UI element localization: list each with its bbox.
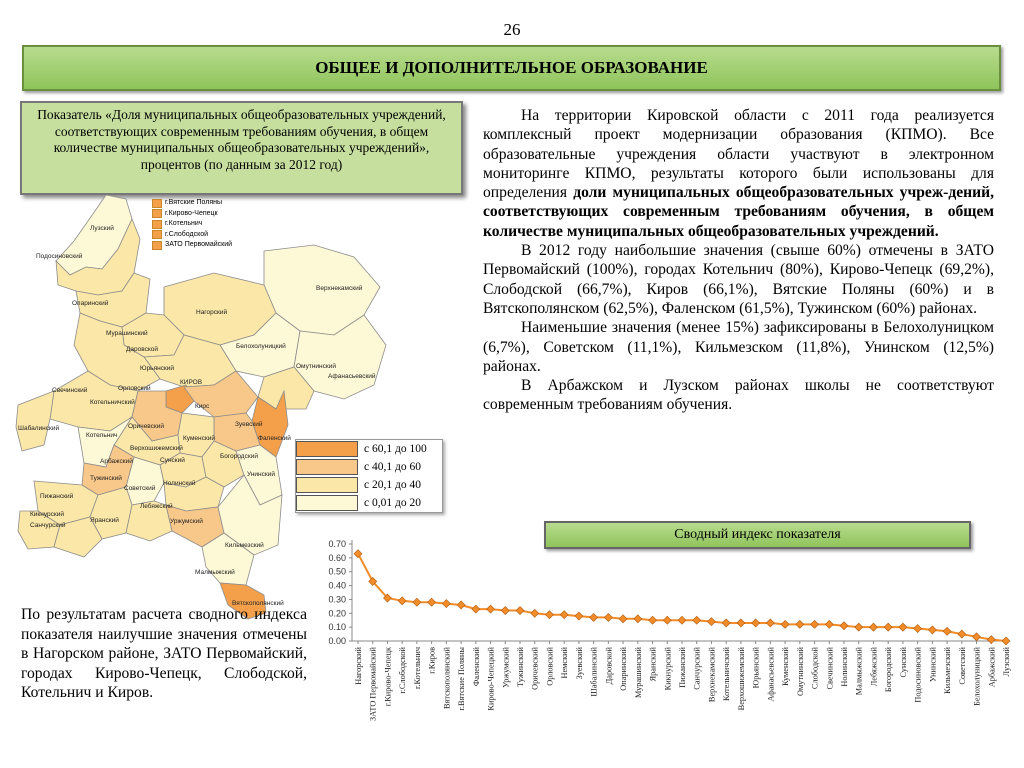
data-point	[501, 607, 509, 615]
data-point	[428, 598, 436, 606]
data-point	[752, 619, 760, 627]
range-label: с 40,1 до 60	[364, 461, 421, 473]
map-legend-row	[152, 240, 232, 251]
data-point	[796, 620, 804, 628]
data-point	[472, 605, 480, 613]
x-tick-label: Уржумский	[501, 647, 511, 688]
x-tick-label: Нолинский	[840, 647, 849, 687]
data-point	[604, 613, 612, 621]
map-district-label: Богородский	[220, 453, 258, 460]
x-tick-label: Орловский	[545, 647, 555, 686]
map-district-label: Даровской	[126, 346, 159, 353]
map-district-label: Зуевский	[235, 421, 263, 428]
data-point	[575, 612, 583, 620]
data-point	[987, 636, 995, 644]
map-district-label: Подосиновский	[36, 253, 83, 260]
map-district-label: Орловский	[118, 385, 151, 392]
legend-swatch	[152, 209, 162, 218]
legend-swatch	[152, 220, 162, 229]
map-district-label: Афанасьевский	[328, 373, 376, 380]
chart-y-ticks	[328, 539, 352, 646]
data-point	[914, 625, 922, 633]
y-tick-label: 0.00	[328, 636, 346, 646]
data-point	[649, 616, 657, 624]
map-legend-label: ЗАТО Первомайский	[165, 241, 233, 248]
chart-series-line	[358, 554, 1006, 641]
data-point	[619, 615, 627, 623]
x-tick-label: Свечинский	[825, 647, 835, 690]
x-tick-label: г.Кирово-Чепецк	[383, 647, 393, 707]
map-district-label: Санчурский	[30, 522, 66, 529]
map-district-label: Лебяжский	[140, 503, 173, 510]
data-point	[545, 611, 553, 619]
x-tick-label: ЗАТО Первомайский	[368, 647, 378, 722]
chart-title: Сводный индекс показателя	[674, 527, 841, 542]
chart-x-labels	[354, 641, 1011, 721]
x-tick-label: Яранский	[648, 647, 658, 682]
map-legend-label: г.Кирово-Чепецк	[165, 209, 218, 217]
map-district-label: Верхнекамский	[316, 285, 363, 292]
map-district-label: Мурашинский	[106, 330, 148, 337]
range-legend-row	[296, 440, 442, 458]
range-swatch	[296, 441, 358, 457]
x-tick-label: Унинский	[928, 647, 938, 683]
map-district-label: КИРОВ	[180, 379, 203, 386]
x-tick-label: г.Киров	[427, 647, 437, 674]
data-point	[516, 607, 524, 615]
x-tick-label: Мурашинский	[633, 647, 643, 699]
map-legend-label: г.Котельнич	[165, 220, 203, 227]
paragraph-4: В Арбажском и Лузском районах школы не соответствуют современным требованиям обучения.	[483, 377, 994, 414]
range-swatch	[296, 477, 358, 493]
y-tick-label: 0.20	[328, 608, 346, 619]
y-tick-label: 0.70	[328, 539, 346, 549]
x-tick-label: Оричевский	[530, 647, 540, 690]
data-point	[413, 598, 421, 606]
data-point	[707, 618, 715, 626]
data-point	[973, 633, 981, 641]
map-district-label: Малмыжский	[195, 569, 235, 576]
x-tick-label: Кирово-Чепецкий	[486, 647, 496, 711]
map-district-label: Оричевский	[128, 423, 165, 430]
map-district-label: Белохолуницкий	[236, 343, 286, 350]
legend-swatch	[152, 199, 162, 208]
map-district-label: Нолинский	[163, 480, 196, 487]
paragraph-2: В 2012 году наибольшие значения (свыше 60%) отмечены в ЗАТО Первомайский (100%), городах Котельнич (80%), Кирово-Чепецк (69,2%), Слободской (66,7%), Киров (66,1%), Вятские Поляны (60%) и в Вятскополянском (62,5%), Фаленском (61,5%), Тужинском (60%) районах.	[483, 242, 994, 317]
chart-points	[354, 550, 1010, 645]
x-tick-label: Санчурский	[692, 647, 702, 690]
map-legend-row	[152, 198, 232, 209]
indicator-box: Показатель «Доля муниципальных общеобразовательных учреждений, соответствующих современным требованиям обучения, в общем количестве муниципальных общеобразовательных учреждений», процентов (по данным за 2012 год)	[20, 101, 463, 195]
map-district-label: Опаринский	[72, 300, 109, 307]
map-district-label: Котельничский	[90, 399, 135, 406]
x-tick-label: Куменский	[781, 647, 791, 686]
title-bar	[22, 45, 1001, 91]
body-text	[483, 106, 994, 415]
map-district-label: Омутнинский	[296, 363, 336, 370]
y-tick-label: 0.30	[328, 594, 346, 605]
map-range-legend	[295, 439, 443, 513]
data-point	[928, 626, 936, 634]
x-tick-label: Верхошижемский	[736, 647, 746, 711]
y-tick-label: 0.50	[328, 566, 346, 577]
data-point	[899, 623, 907, 631]
chart-axes	[352, 540, 1010, 641]
x-tick-label: Белохолуницкий	[972, 647, 982, 706]
x-tick-label: Зуевский	[574, 647, 584, 680]
data-point	[884, 623, 892, 631]
map-district-label: Лузский	[90, 225, 114, 232]
map-district-label: Верхошижемский	[130, 445, 183, 452]
map-district-label: Нагорский	[196, 309, 228, 316]
data-point	[457, 601, 465, 609]
map-district-label: Юрьянский	[140, 365, 175, 372]
map-legend-label: г.Слободской	[165, 230, 209, 238]
range-legend-row	[296, 458, 442, 476]
data-point	[737, 619, 745, 627]
map-district-label: Свечинский	[52, 387, 88, 394]
data-point	[811, 620, 819, 628]
map-legend-label: г.Вятские Поляны	[165, 199, 223, 206]
x-tick-label: Кикнурский	[663, 647, 673, 691]
data-point	[560, 611, 568, 619]
data-point	[678, 616, 686, 624]
map-district-label: Шабалинский	[18, 425, 60, 432]
map-city-legend	[152, 198, 232, 251]
data-point	[840, 622, 848, 630]
x-tick-label: Сунский	[898, 647, 908, 678]
map-legend-row	[152, 230, 232, 241]
x-tick-label: г.Котельнич	[412, 647, 422, 689]
x-tick-label: Советский	[957, 647, 967, 685]
x-tick-label: Пижанский	[678, 647, 687, 688]
x-tick-label: Даровской	[604, 647, 614, 685]
data-point	[1002, 637, 1010, 645]
data-point	[663, 616, 671, 624]
x-tick-label: г.Слободской	[398, 647, 408, 694]
x-tick-label: Слободской	[810, 647, 820, 690]
x-tick-label: Верхнекамский	[707, 647, 717, 703]
map-district-label: Кикнурский	[30, 511, 64, 518]
range-legend-row	[296, 476, 442, 494]
paragraph-1	[483, 106, 994, 241]
map-district-label: Тужинский	[90, 475, 122, 482]
x-tick-label: Подосиновский	[913, 647, 923, 703]
data-point	[943, 627, 951, 635]
data-point	[825, 620, 833, 628]
range-swatch	[296, 459, 358, 475]
map-district-label: Вятскополянский	[232, 600, 284, 607]
x-tick-label: Немский	[560, 647, 570, 679]
data-point	[722, 619, 730, 627]
map-legend-row	[152, 219, 232, 230]
map-district-label: Сунский	[160, 457, 185, 464]
map-district-label: Советский	[124, 485, 156, 492]
map-district-label: Арбажский	[100, 458, 133, 465]
data-point	[442, 600, 450, 608]
x-tick-label: Омутнинский	[795, 647, 805, 696]
x-tick-label: Лузский	[1002, 647, 1011, 677]
x-tick-label: Малмыжский	[854, 647, 864, 696]
data-point	[781, 620, 789, 628]
range-label: с 60,1 до 100	[364, 443, 427, 455]
data-point	[958, 630, 966, 638]
map-district-label: Кильмезский	[225, 542, 264, 549]
data-point	[855, 623, 863, 631]
map-district-label: Куменский	[183, 435, 215, 442]
x-tick-label: г.Вятские Поляны	[457, 647, 467, 711]
x-tick-label: Лебяжский	[869, 647, 879, 687]
x-tick-label: Юрьянский	[751, 647, 761, 689]
paragraph-1-text: На территории Кировской области с 2011 года реализуется комплексный проект модернизации образования (КПМО). Все образовательные учреждения области участвуют в электронном мониторинге КПМО, результаты которого были использованы для определения	[483, 107, 994, 202]
data-point	[531, 609, 539, 617]
conclusion-text: По результатам расчета сводного индекса показателя наилучшие значения отмечены в Нагорском районе, ЗАТО Первомайский, городах Кирово-Чепецк, Слободской, Котельнич и Киров.	[21, 606, 307, 702]
x-tick-label: Кильмезский	[943, 647, 953, 694]
data-point	[693, 616, 701, 624]
y-tick-label: 0.40	[328, 580, 346, 591]
map-district-label: Фаленский	[258, 435, 291, 442]
range-swatch	[296, 495, 358, 511]
paragraph-3: Наименьшие значения (менее 15%) зафиксированы в Белохолуницком (6,7%), Советском (11,1%), Кильмезском (11,8%), Унинском (12,5%) районах.	[483, 319, 994, 375]
x-tick-label: Афанасьевский	[766, 647, 776, 702]
x-tick-label: Богородский	[884, 647, 894, 693]
map-district-label: Яранский	[90, 517, 119, 524]
data-point	[398, 597, 406, 605]
x-tick-label: Арбажский	[987, 647, 997, 688]
page-number: 26	[503, 20, 521, 39]
x-tick-label: Опаринский	[619, 647, 629, 691]
data-point	[590, 613, 598, 621]
summary-index-chart	[300, 530, 1020, 768]
x-tick-label: Фаленский	[471, 647, 481, 687]
page-title: ОБЩЕЕ И ДОПОЛНИТЕЛЬНОЕ ОБРАЗОВАНИЕ	[315, 58, 708, 77]
x-tick-label: Тужинский	[516, 647, 525, 687]
data-point	[634, 615, 642, 623]
map-district-label: Уржумский	[170, 518, 203, 525]
x-tick-label: Нагорский	[354, 647, 363, 685]
range-legend-row	[296, 494, 442, 512]
range-label: с 0,01 до 20	[364, 497, 421, 509]
legend-swatch	[152, 241, 162, 250]
y-tick-label: 0.10	[328, 622, 346, 633]
x-tick-label: Вятскополянский	[442, 647, 452, 709]
data-point	[869, 623, 877, 631]
map-district-label: Котельнич	[86, 432, 118, 439]
legend-swatch	[152, 230, 162, 239]
x-tick-label: Котельничский	[722, 647, 732, 702]
data-point	[766, 619, 774, 627]
map-area-shabalinsky	[16, 391, 54, 451]
map-district-label: Пижанский	[40, 493, 74, 500]
y-tick-label: 0.60	[328, 552, 346, 563]
map-district-label: Кирс	[195, 403, 210, 410]
data-point	[354, 550, 362, 558]
paragraph-1-bold: доли муниципальных общеобразовательных учреж-дений, соответствующих современным требованиям обучения, в общем количестве муниципальных общеобразовательных учреждений.	[483, 184, 995, 240]
range-label: с 20,1 до 40	[364, 479, 421, 491]
data-point	[487, 605, 495, 613]
x-tick-label: Шабалинский	[589, 647, 599, 697]
map-district-label: Унинский	[247, 471, 276, 478]
map-legend-row	[152, 209, 232, 220]
